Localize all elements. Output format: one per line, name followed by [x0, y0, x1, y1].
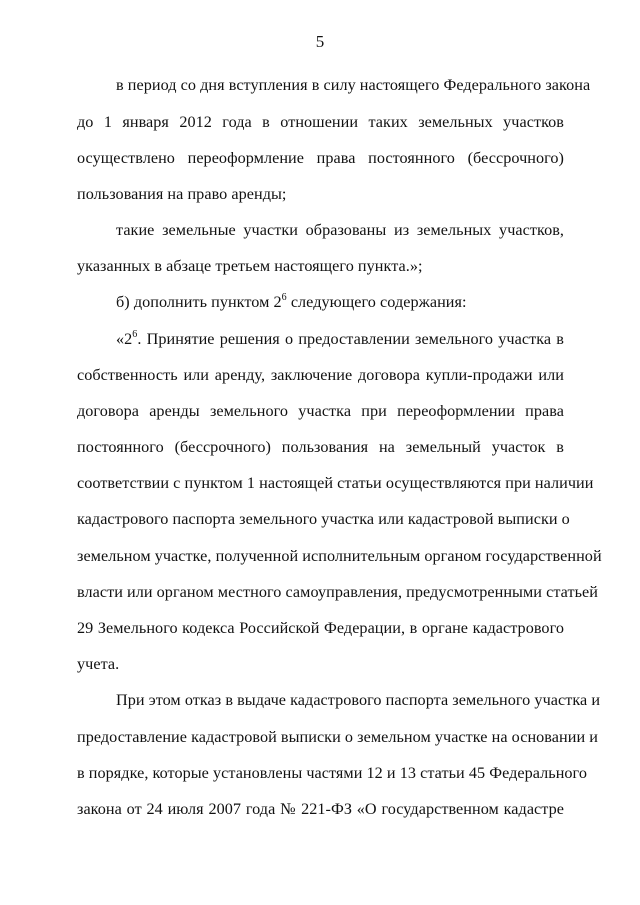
text-line: При этом отказ в выдаче кадастрового паспорта земельного участка и	[116, 691, 601, 709]
text-line: осуществлено переоформление права постоянного (бессрочного)	[77, 149, 564, 167]
text-line: до 1 января 2012 года в отношении таких земельных участков	[77, 113, 564, 131]
text-line: кадастрового паспорта земельного участка или кадастровой выписки о	[77, 510, 570, 528]
text-line: договора аренды земельного участка при переоформлении права	[77, 402, 564, 420]
text-line: собственность или аренду, заключение договора купли-продажи или	[77, 366, 564, 384]
text-line: учета.	[77, 655, 120, 673]
text-line-amendment	[116, 292, 564, 312]
text-line: такие земельные участки образованы из земельных участков,	[116, 221, 564, 239]
text-line: пользования на право аренды;	[77, 185, 287, 203]
text-segment: следующего содержания:	[286, 293, 467, 311]
text-line: предоставление кадастровой выписки о земельном участке на основании и	[77, 728, 598, 746]
text-line-clause	[116, 329, 564, 349]
text-line: в порядке, которые установлены частями 12 и 13 статьи 45 Федерального	[77, 764, 587, 782]
text-line: 29 Земельного кодекса Российской Федерации, в органе кадастрового	[77, 619, 564, 637]
superscript: 6	[281, 291, 287, 303]
text-segment: «2	[116, 330, 133, 348]
page-number: 5	[315, 32, 325, 51]
text-line: соответствии с пунктом 1 настоящей статьи осуществляются при наличии	[77, 474, 594, 492]
text-line: власти или органом местного самоуправления, предусмотренными статьей	[77, 583, 598, 601]
text-segment: б) дополнить пунктом 2	[116, 293, 282, 311]
text-line: указанных в абзаце третьем настоящего пункта.»;	[77, 257, 423, 275]
text-line: земельном участке, полученной исполнительным органом государственной	[77, 547, 602, 565]
text-line: постоянного (бессрочного) пользования на земельный участок в	[77, 438, 564, 456]
text-line: закона от 24 июля 2007 года № 221-ФЗ «О государственном кадастре	[77, 800, 564, 818]
superscript: 6	[132, 328, 138, 340]
text-line: в период со дня вступления в силу настоящего Федерального закона	[116, 76, 591, 94]
text-segment: . Принятие решения о предоставлении земельного участка в	[137, 330, 564, 348]
